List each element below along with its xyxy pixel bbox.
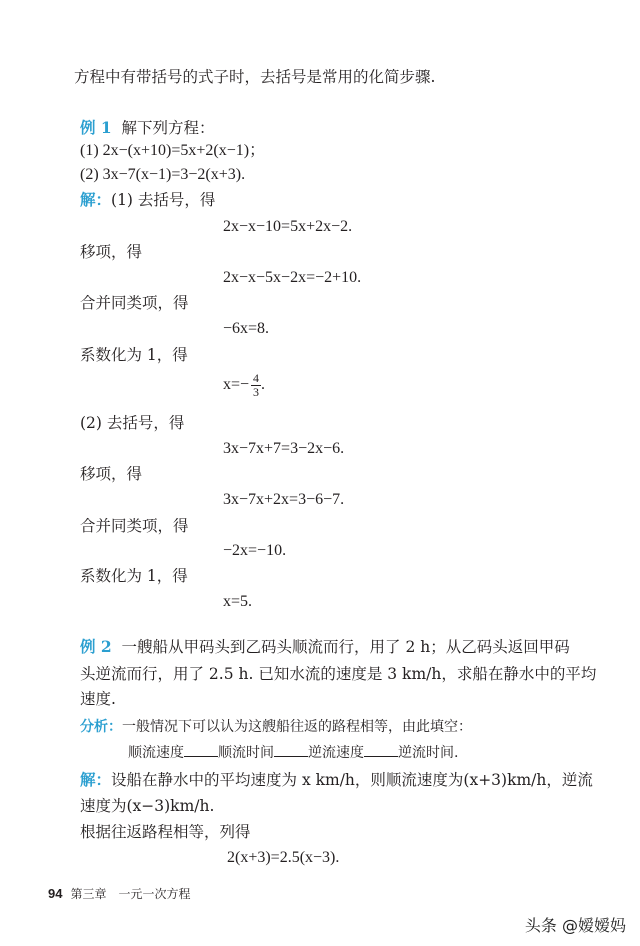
- solve-label: 解：: [80, 770, 112, 789]
- example1-heading: [80, 118, 215, 138]
- blank-line: [364, 742, 398, 757]
- blank-label: 逆流速度: [308, 745, 364, 761]
- example2-label: 例 2: [80, 637, 112, 656]
- chapter-title: 第三章 一元一次方程: [70, 887, 191, 901]
- equation: 3x−7x+2x=3−6−7.: [223, 491, 345, 508]
- example1-problem-2: (2) 3x−7(x−1)=3−2(x+3).: [80, 166, 246, 183]
- watermark: 头条 @嫒嫒妈: [524, 916, 626, 935]
- step-combine-terms: 合并同类项，得: [80, 294, 189, 312]
- step-coefficient-one: 系数化为 1，得: [80, 567, 188, 585]
- intro-text: 方程中有带括号的式子时，去括号是常用的化简步骤.: [74, 68, 436, 86]
- example2-line-1: [80, 637, 570, 657]
- example2-line-3: 速度.: [80, 690, 116, 708]
- step-coefficient-one: 系数化为 1，得: [80, 346, 188, 364]
- example2-line-2: 头逆流而行，用了 2.5 h. 已知水流的速度是 3 km/h，求船在静水中的平均: [80, 665, 597, 683]
- blank-label: 顺流时间: [218, 745, 274, 761]
- equation: 3x−7x+7=3−2x−6.: [223, 440, 345, 457]
- fill-in-blanks: [128, 742, 458, 763]
- analysis-label: 分析：: [80, 719, 122, 735]
- step-remove-brackets-2: (2) 去括号，得: [80, 414, 185, 432]
- solution-line-1: [80, 770, 593, 790]
- equation-fraction: [223, 370, 265, 400]
- equation-lhs: x=−: [223, 376, 250, 393]
- page-number: 94: [48, 886, 63, 901]
- equation: −6x=8.: [223, 320, 270, 337]
- example1-label: 例 1: [80, 118, 112, 137]
- step-move-terms: 移项，得: [80, 243, 143, 261]
- blank-line: [184, 742, 218, 757]
- solution-line-2: 速度为(x−3)km/h.: [80, 797, 215, 815]
- solution-line-3: 根据往返路程相等，列得: [80, 823, 251, 841]
- fraction-denominator: 3: [253, 384, 260, 399]
- equation: 2x−x−10=5x+2x−2.: [223, 218, 353, 235]
- final-equation: 2(x+3)=2.5(x−3).: [227, 849, 340, 866]
- step-combine-terms: 合并同类项，得: [80, 517, 189, 535]
- equation: −2x=−10.: [223, 542, 287, 559]
- fraction: [251, 372, 261, 399]
- equation-end: .: [261, 376, 266, 393]
- step-remove-brackets: (1) 去括号，得: [111, 191, 216, 209]
- blank-line: [274, 742, 308, 757]
- analysis-text: 一般情况下可以认为这艘船往返的路程相等，由此填空：: [122, 719, 472, 735]
- blank-label: 顺流速度: [128, 745, 184, 761]
- example2-text: 一艘船从甲码头到乙码头顺流而行，用了 2 h；从乙码头返回甲码: [121, 638, 570, 656]
- fraction-numerator: 4: [253, 370, 260, 385]
- example1-solution-start: [80, 190, 215, 210]
- equation: x=5.: [223, 593, 253, 610]
- example1-problem-1: (1) 2x−(x+10)=5x+2(x−1)；: [80, 142, 266, 159]
- example1-prompt: 解下列方程：: [121, 119, 215, 137]
- page-footer: [48, 885, 190, 902]
- analysis-line: [80, 717, 472, 737]
- solve-label: 解：: [80, 190, 112, 209]
- step-move-terms: 移项，得: [80, 465, 143, 483]
- equation: 2x−x−5x−2x=−2+10.: [223, 269, 362, 286]
- blank-label: 逆流时间.: [398, 745, 459, 761]
- solution-text: 设船在静水中的平均速度为 x km/h，则顺流速度为(x+3)km/h，逆流: [111, 771, 593, 789]
